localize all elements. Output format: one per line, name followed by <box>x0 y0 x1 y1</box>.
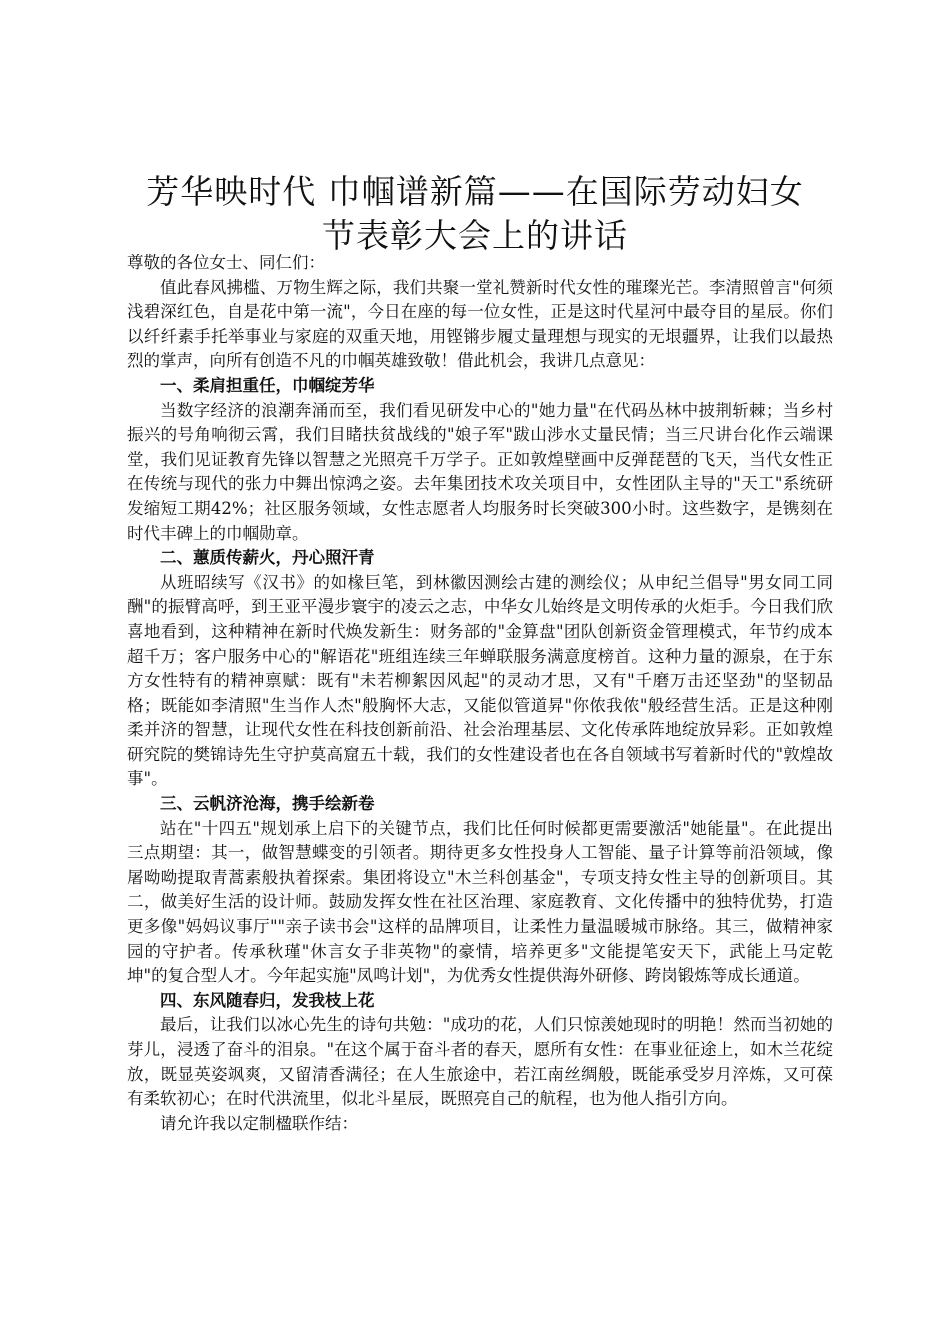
document-title <box>110 170 840 258</box>
section-3-paragraph: 站在"十四五"规划承上启下的关键节点，我们比任何时候都更需要激活"她能量"。在此提出三点期望：其一，做智慧蝶变的引领者。期待更多女性投身人工智能、量子计算等前沿领域，像屠呦呦提取青蒿素般执着探索。集团将设立"木兰科创基金"，专项支持女性主导的创新项目。其二，做美好生活的设计师。鼓励发挥女性在社区治理、家庭教育、文化传播中的独特优势，打造更多像"妈妈议事厅""亲子读书会"这样的品牌项目，让柔性力量温暖城市脉络。其三，做精神家园的守护者。传承秋瑾"休言女子非英物"的豪情，培养更多"文能提笔安天下，武能上马定乾坤"的复合型人才。今年起实施"凤鸣计划"，为优秀女性提供海外研修、跨岗锻炼等成长通道。 <box>127 818 833 986</box>
section-1-heading: 一、柔肩担重任，巾帼绽芳华 <box>160 375 375 395</box>
section-3-heading: 三、云帆济沧海，携手绘新卷 <box>160 794 375 814</box>
section-4-heading: 四、东风随春归，发我枝上花 <box>160 990 375 1010</box>
document-body <box>127 251 833 1136</box>
closing-paragraph: 请允许我以定制楹联作结： <box>160 1113 358 1133</box>
section-4-paragraph: 最后，让我们以冰心先生的诗句共勉："成功的花，人们只惊羡她现时的明艳！然而当初她的芽儿，浸透了奋斗的泪泉。"在这个属于奋斗者的春天，愿所有女性：在事业征途上，如木兰花绽放，既显英姿飒爽，又留清香满径；在人生旅途中，若江南丝绸般，既能承受岁月淬炼，又可葆有柔软初心；在时代洪流里，似北斗星辰，既照亮自己的航程，也为他人指引方向。 <box>127 1015 833 1109</box>
intro-paragraph: 值此春风拂槛、万物生辉之际，我们共聚一堂礼赞新时代女性的璀璨光芒。李清照曾言"何须浅碧深红色，自是花中第一流"，今日在座的每一位女性，正是这时代星河中最夺目的星辰。你们以纤纤素手托举事业与家庭的双重天地，用铿锵步履丈量理想与现实的无垠疆界，让我们以最热烈的掌声，向所有创造不凡的巾帼英雄致敬！借此机会，我讲几点意见： <box>127 277 833 371</box>
title-line-2: 节表彰大会上的讲话 <box>322 216 628 255</box>
section-2-heading: 二、蕙质传薪火，丹心照汗青 <box>160 548 375 568</box>
greeting: 尊敬的各位女士、同仁们： <box>127 253 325 272</box>
title-line-1: 芳华映时代 巾帼谱新篇——在国际劳动妇女 <box>146 172 804 211</box>
section-2-paragraph: 从班昭续写《汉书》的如椽巨笔，到林徽因测绘古建的测绘仪；从申纪兰倡导"男女同工同酬"的振臂高呼，到王亚平漫步寰宇的凌云之志，中华女儿始终是文明传承的火炬手。今日我们欣喜地看到，这种精神在新时代焕发新生：财务部的"金算盘"团队创新资金管理模式，年节约成本超千万；客户服务中心的"解语花"班组连续三年蝉联服务满意度榜首。这种力量的源泉，在于东方女性特有的精神禀赋：既有"未若柳絮因风起"的灵动才思，又有"千磨万击还坚劲"的坚韧品格；既能如李清照"生当作人杰"般胸怀大志，又能似管道昇"你侬我侬"般经营生活。正是这种刚柔并济的智慧，让现代女性在科技创新前沿、社会治理基层、文化传承阵地绽放异彩。正如敦煌研究院的樊锦诗先生守护莫高窟五十载，我们的女性建设者也在各自领域书写着新时代的"敦煌故事"。 <box>127 572 833 789</box>
section-1-paragraph: 当数字经济的浪潮奔涌而至，我们看见研发中心的"她力量"在代码丛林中披荆斩棘；当乡村振兴的号角响彻云霄，我们目睹扶贫战线的"娘子军"跋山涉水丈量民情；当三尺讲台化作云端课堂，我们见证教育先锋以智慧之光照亮千万学子。正如敦煌壁画中反弹琵琶的飞天，当代女性正在传统与现代的张力中舞出惊鸿之姿。去年集团技术攻关项目中，女性团队主导的"天工"系统研发缩短工期42%；社区服务领域，女性志愿者人均服务时长突破300小时。这些数字，是镌刻在时代丰碑上的巾帼勋章。 <box>127 400 833 543</box>
